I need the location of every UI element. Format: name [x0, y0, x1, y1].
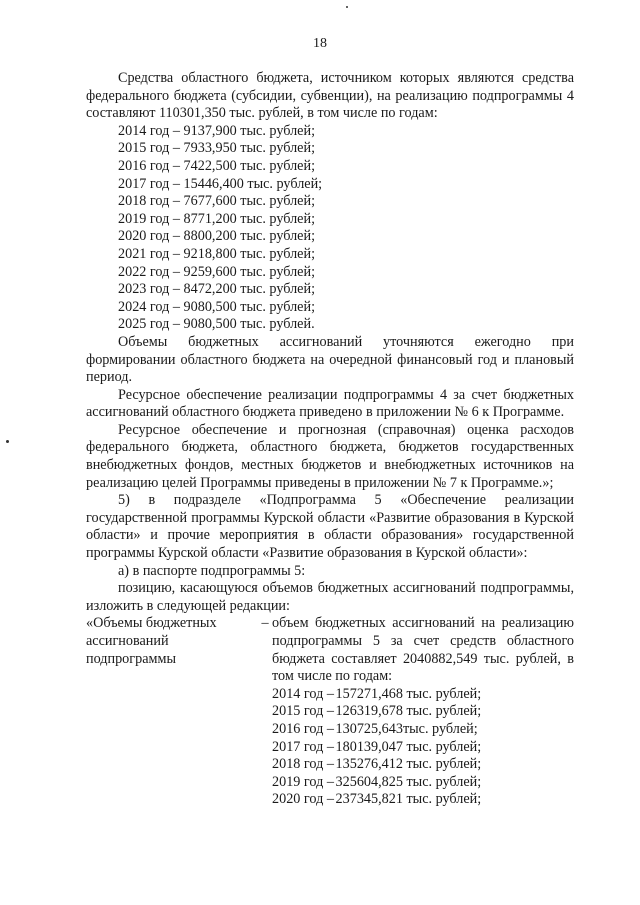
year-amount: 325604,825 тыс. рублей;: [335, 773, 482, 790]
year-amount: 15446,400 тыс. рублей;: [183, 175, 323, 192]
year-label: 2015 год –: [272, 703, 334, 720]
year-row: [86, 211, 574, 229]
year-amount: 7677,600 тыс. рублей;: [183, 193, 316, 210]
year-amount: 7933,950 тыс. рублей;: [183, 140, 316, 157]
year-row: [86, 299, 574, 317]
year-list-subprogram-5: [272, 686, 574, 809]
paragraph-subprogram-5: 5) в подразделе «Подпрограмма 5 «Обеспечение реализации государственной программы Курской области «Развитие образования в Курской области» и прочие мероприятия в области образования» государственной программы Курской области «Развитие образования в Курской области»:: [86, 492, 574, 562]
year-row: [272, 721, 574, 739]
year-row: [86, 246, 574, 264]
year-row: [272, 774, 574, 792]
year-label: 2014 год –: [272, 685, 334, 702]
year-label: 2017 год –: [118, 175, 180, 192]
scan-speck: [6, 440, 9, 443]
year-row: [86, 123, 574, 141]
year-amount: 9259,600 тыс. рублей;: [183, 263, 316, 280]
year-amount: 9080,500 тыс. рублей.: [183, 316, 315, 333]
year-label: 2020 год –: [118, 228, 180, 245]
year-amount: 8472,200 тыс. рублей;: [183, 281, 316, 298]
year-row: [86, 176, 574, 194]
year-row: [86, 193, 574, 211]
page-number: 18: [313, 36, 327, 51]
year-row: [86, 158, 574, 176]
paragraph-annual-adjustment: Объемы бюджетных ассигнований уточняются ежегодно при формировании областного бюджета на очередной финансовый год и плановый период.: [86, 333, 574, 386]
paragraph-passport: а) в паспорте подпрограммы 5:: [118, 562, 306, 579]
paragraph-position-wording: позицию, касающуюся объемов бюджетных ассигнований подпрограммы, изложить в следующей редакции:: [86, 580, 574, 614]
paragraph-federal-funds: Средства областного бюджета, источником которых являются средства федерального бюджета (субсидии, субвенции), на реализацию подпрограммы 4 составляют 110301,350 тыс. рублей, в том числе по годам:: [86, 70, 574, 122]
year-row: [86, 228, 574, 246]
year-row: [272, 703, 574, 721]
year-amount: 135276,412 тыс. рублей;: [335, 756, 482, 773]
year-label: 2025 год –: [118, 316, 180, 333]
year-row: [86, 264, 574, 282]
year-label: 2021 год –: [118, 245, 180, 262]
year-label: 2018 год –: [118, 193, 180, 210]
year-amount: 237345,821 тыс. рублей;: [335, 791, 482, 808]
year-label: 2020 год –: [272, 791, 334, 808]
year-row: [86, 140, 574, 158]
year-label: 2024 год –: [118, 298, 180, 315]
passport-label: «Объемы бюджетных ассигнований подпрограммы: [86, 615, 217, 667]
year-amount: 126319,678 тыс. рублей;: [335, 703, 482, 720]
paragraph-appendix-6: Ресурсное обеспечение реализации подпрограммы 4 за счет бюджетных ассигнований областного бюджета приведено в приложении № 6 к Программе.: [86, 386, 574, 421]
year-amount: 9137,900 тыс. рублей;: [183, 122, 316, 139]
year-amount: 130725,643тыс. рублей;: [335, 720, 478, 737]
year-row: [272, 739, 574, 757]
year-label: 2015 год –: [118, 140, 180, 157]
year-amount: 7422,500 тыс. рублей;: [183, 157, 316, 174]
year-label: 2019 год –: [118, 210, 180, 227]
year-label: 2014 год –: [118, 122, 180, 139]
year-row: [272, 756, 574, 774]
year-label: 2016 год –: [272, 720, 334, 737]
year-label: 2016 год –: [118, 157, 180, 174]
passport-value-text: объем бюджетных ассигнований на реализацию подпрограммы 5 за счет средств областного бюджета составляет 2040882,549 тыс. рублей, в том числе по годам:: [272, 615, 574, 685]
year-row: [272, 791, 574, 809]
year-row: [86, 281, 574, 299]
year-amount: 9080,500 тыс. рублей;: [183, 298, 316, 315]
year-amount: 157271,468 тыс. рублей;: [335, 685, 482, 702]
year-amount: 9218,800 тыс. рублей;: [183, 245, 316, 262]
year-amount: 8771,200 тыс. рублей;: [183, 210, 316, 227]
year-row: [86, 316, 574, 334]
passport-table-row: [86, 615, 574, 809]
year-label: 2017 год –: [272, 738, 334, 755]
year-label: 2019 год –: [272, 773, 334, 790]
year-label: 2023 год –: [118, 281, 180, 298]
year-row: [272, 686, 574, 704]
year-amount: 180139,047 тыс. рублей;: [335, 738, 482, 755]
passport-dash: –: [261, 615, 269, 632]
year-label: 2018 год –: [272, 756, 334, 773]
year-amount: 8800,200 тыс. рублей;: [183, 228, 316, 245]
year-label: 2022 год –: [118, 263, 180, 280]
scan-speck: [346, 6, 348, 8]
paragraph-appendix-7: Ресурсное обеспечение и прогнозная (справочная) оценка расходов федерального бюджета, областного бюджета, бюджетов государственных внебюджетных фондов, местных бюджетов и внебюджетных источников на реализацию целей Программы приведены в приложении № 7 к Программе.»;: [86, 421, 574, 491]
document-body: [86, 70, 574, 809]
passport-value: [272, 615, 574, 809]
year-list-subprogram-4: [86, 123, 574, 334]
